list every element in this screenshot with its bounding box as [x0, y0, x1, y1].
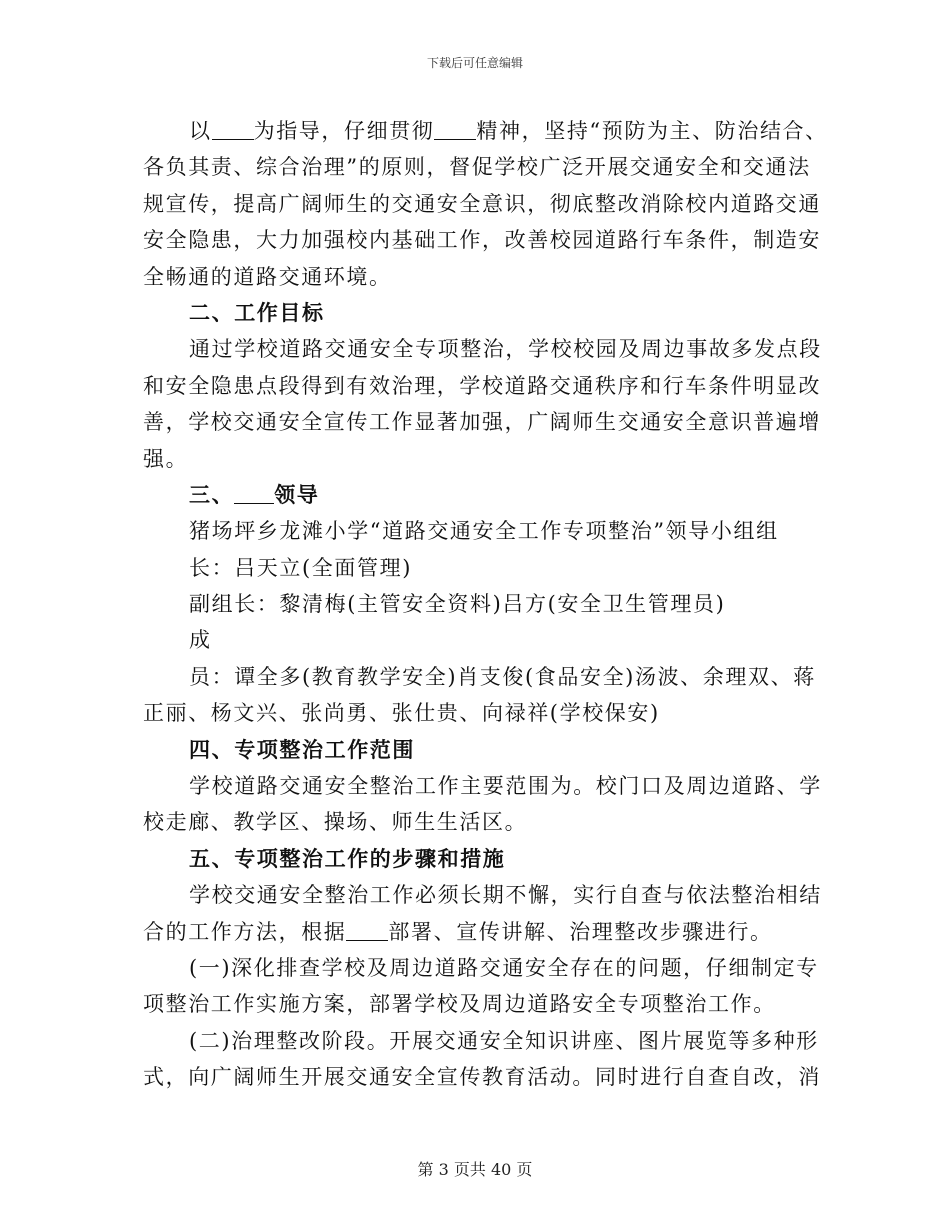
paragraph-line: 猪场坪乡龙滩小学“道路交通安全工作专项整治”领导小组组 [189, 519, 779, 544]
blank-field [234, 479, 274, 504]
paragraph-line: 和安全隐患点段得到有效治理，学校道路交通秩序和行车条件明显改 [143, 373, 821, 398]
paragraph-line: (一)深化排查学校及周边道路交通安全存在的问题，仔细制定专 [189, 955, 819, 980]
paragraph-line [143, 914, 813, 950]
paragraph-line: 项整治工作实施方案，部署学校及周边道路安全专项整治工作。 [143, 992, 776, 1017]
section-heading: 四、专项整治工作范围 [189, 736, 415, 762]
line-text: 为指导，仔细贯彻 [253, 119, 435, 143]
paragraph-line: 学校交通安全整治工作必须长期不懈，实行自查与依法整治相结 [189, 883, 822, 908]
line-text: 部署、宣传讲解、治理整改步骤进行。 [388, 919, 773, 944]
blank-field [212, 115, 254, 140]
paragraph-line: 善，学校交通安全宣传工作显著加强，广阔师生交通安全意识普遍增 [143, 410, 821, 435]
paragraph-line: 校走廊、教学区、操场、师生生活区。 [143, 810, 528, 835]
page-footer: 第 3 页共 40 页 [417, 1160, 533, 1179]
section-heading [143, 477, 813, 513]
heading-text: 领导 [274, 481, 320, 507]
page-header: 下载后可任意编辑 [426, 56, 523, 70]
paragraph-line: 成 [189, 628, 212, 653]
blank-field [434, 115, 476, 140]
paragraph-line: 式，向广阔师生开展交通安全宣传教育活动。同时进行自查自改，消 [143, 1065, 821, 1090]
paragraph-line: 规宣传，提高广阔师生的交通安全意识，彻底整改消除校内道路交通 [143, 191, 821, 216]
paragraph-line: 全畅通的道路交通环境。 [143, 264, 392, 289]
paragraph-line: 强。 [143, 446, 189, 471]
section-heading: 五、专项整治工作的步骤和措施 [189, 845, 506, 871]
blank-field [346, 916, 388, 941]
paragraph-line: 学校道路交通安全整治工作主要范围为。校门口及周边道路、学 [189, 774, 822, 799]
section-heading: 二、工作目标 [189, 299, 325, 325]
paragraph-line: 安全隐患，大力加强校内基础工作，改善校园道路行车条件，制造安 [143, 228, 821, 253]
paragraph-line: 通过学校道路交通安全专项整治，学校校园及周边事故多发点段 [189, 337, 822, 362]
paragraph-line: (二)治理整改阶段。开展交通安全知识讲座、图片展览等多种形 [189, 1028, 819, 1053]
paragraph-line: 员：谭全多(教育教学安全)肖支俊(食品安全)汤波、余理双、蒋 [189, 664, 816, 689]
document-body [143, 113, 828, 1096]
line-text: 以 [189, 119, 212, 143]
line-text: 合的工作方法，根据 [143, 919, 347, 944]
heading-text: 三、 [189, 481, 235, 507]
paragraph-line: 正丽、杨文兴、张尚勇、张仕贵、向禄祥(学校保安) [143, 701, 660, 726]
paragraph-line [143, 113, 828, 149]
paragraph-line: 长：吕天立(全面管理) [189, 555, 412, 580]
paragraph-line: 各负其责、综合治理”的原则，督促学校广泛开展交通安全和交通法 [143, 155, 811, 180]
paragraph-line: 副组长：黎清梅(主管安全资料)吕方(安全卫生管理员) [189, 592, 726, 617]
line-text: 精神，坚持“预防为主、防治结合、 [476, 119, 828, 143]
